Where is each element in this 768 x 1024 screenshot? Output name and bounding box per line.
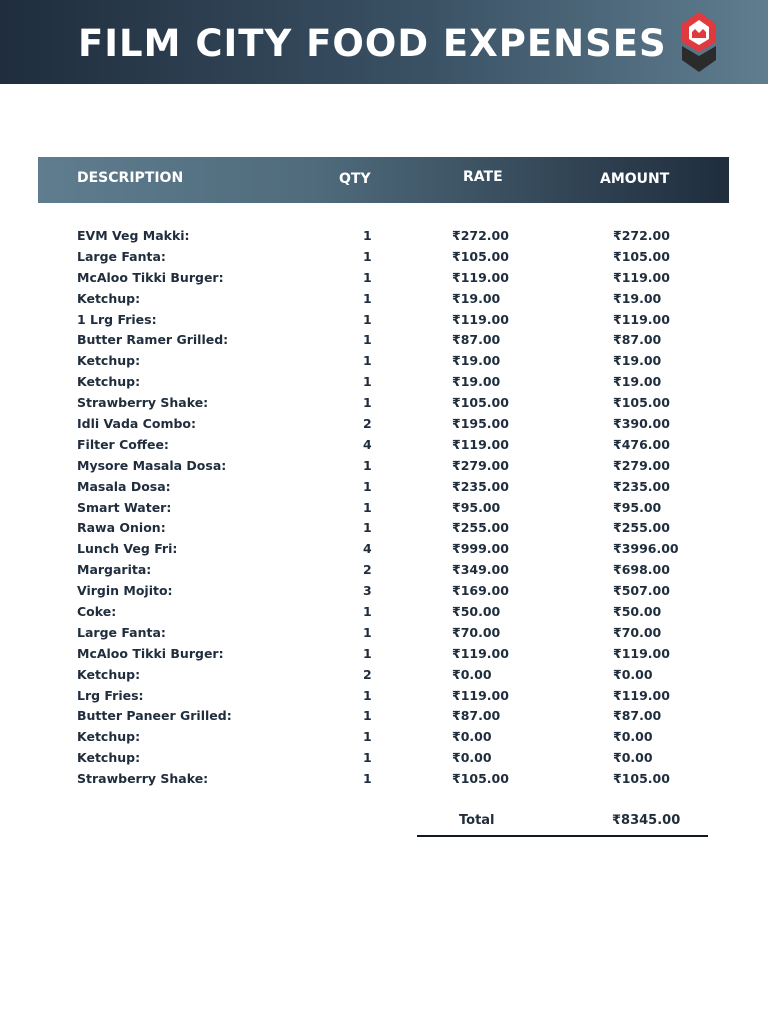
item-description: McAloo Tikki Burger: <box>77 269 224 285</box>
item-rate: ₹279.00 <box>452 457 509 473</box>
item-rate: ₹235.00 <box>452 478 509 494</box>
table-row <box>0 623 768 644</box>
table-row <box>0 477 768 498</box>
item-description: Lunch Veg Fri: <box>77 541 178 557</box>
item-qty: 1 <box>363 750 372 766</box>
item-amount: ₹70.00 <box>613 624 662 640</box>
table-row <box>0 498 768 519</box>
item-amount: ₹119.00 <box>613 311 670 327</box>
item-rate: ₹19.00 <box>452 290 501 306</box>
item-description: Masala Dosa: <box>77 478 171 494</box>
item-rate: ₹119.00 <box>452 687 509 703</box>
table-row <box>0 289 768 310</box>
item-description: Coke: <box>77 604 117 620</box>
item-amount: ₹119.00 <box>613 645 670 661</box>
item-description: Ketchup: <box>77 729 141 745</box>
item-description: Lrg Fries: <box>77 687 144 703</box>
item-description: Mysore Masala Dosa: <box>77 457 227 473</box>
item-rate: ₹19.00 <box>452 374 501 390</box>
item-amount: ₹119.00 <box>613 687 670 703</box>
item-description: Strawberry Shake: <box>77 395 209 411</box>
item-qty: 1 <box>363 228 372 243</box>
item-qty: 2 <box>363 416 372 432</box>
item-qty: 3 <box>363 583 372 599</box>
item-rate: ₹272.00 <box>452 228 509 243</box>
item-amount: ₹507.00 <box>613 583 670 599</box>
table-row <box>0 330 768 351</box>
item-amount: ₹255.00 <box>613 520 670 536</box>
table-row <box>0 560 768 581</box>
item-rate: ₹119.00 <box>452 436 509 452</box>
table-row <box>0 351 768 372</box>
item-description: Rawa Onion: <box>77 520 166 536</box>
item-description: Margarita: <box>77 562 152 578</box>
item-qty: 4 <box>363 541 372 557</box>
item-amount: ₹95.00 <box>613 499 662 515</box>
item-amount: ₹105.00 <box>613 771 670 787</box>
item-qty: 1 <box>363 729 372 745</box>
item-rate: ₹255.00 <box>452 520 509 536</box>
item-amount: ₹476.00 <box>613 436 670 452</box>
item-qty: 4 <box>363 436 372 452</box>
table-row <box>0 414 768 435</box>
item-rate: ₹195.00 <box>452 416 509 432</box>
table-row <box>0 518 768 539</box>
item-amount: ₹19.00 <box>613 353 662 369</box>
table-row <box>0 456 768 477</box>
item-description: Ketchup: <box>77 666 141 682</box>
item-rate: ₹119.00 <box>452 269 509 285</box>
table-row <box>0 727 768 748</box>
item-rate: ₹105.00 <box>452 395 509 411</box>
table-row <box>0 268 768 289</box>
item-rate: ₹105.00 <box>452 771 509 787</box>
item-amount: ₹87.00 <box>613 708 662 724</box>
total-underline <box>417 835 708 837</box>
table-row <box>0 247 768 268</box>
item-rate: ₹87.00 <box>452 332 501 348</box>
item-description: Smart Water: <box>77 499 172 515</box>
item-rate: ₹0.00 <box>452 750 492 766</box>
table-row <box>0 372 768 393</box>
item-qty: 1 <box>363 645 372 661</box>
table-row <box>0 665 768 686</box>
item-amount: ₹0.00 <box>613 729 653 745</box>
item-rate: ₹87.00 <box>452 708 501 724</box>
table-row <box>0 748 768 769</box>
table-row <box>0 435 768 456</box>
item-qty: 1 <box>363 499 372 515</box>
table-row <box>0 226 768 247</box>
item-amount: ₹279.00 <box>613 457 670 473</box>
item-qty: 1 <box>363 624 372 640</box>
item-amount: ₹3996.00 <box>613 541 679 557</box>
item-description: Idli Vada Combo: <box>77 416 197 432</box>
item-description: Strawberry Shake: <box>77 771 209 787</box>
item-rate: ₹105.00 <box>452 248 509 264</box>
item-qty: 1 <box>363 374 372 390</box>
column-header-qty: QTY <box>339 171 371 187</box>
table-header <box>38 157 729 203</box>
item-amount: ₹50.00 <box>613 604 662 620</box>
item-description: Virgin Mojito: <box>77 583 173 599</box>
item-description: EVM Veg Makki: <box>77 228 190 243</box>
item-description: McAloo Tikki Burger: <box>77 645 224 661</box>
item-rate: ₹119.00 <box>452 645 509 661</box>
item-amount: ₹272.00 <box>613 228 670 243</box>
item-rate: ₹0.00 <box>452 729 492 745</box>
item-qty: 1 <box>363 290 372 306</box>
table-row <box>0 581 768 602</box>
item-rate: ₹349.00 <box>452 562 509 578</box>
item-description: Ketchup: <box>77 290 141 306</box>
item-qty: 1 <box>363 332 372 348</box>
item-rate: ₹119.00 <box>452 311 509 327</box>
item-rate: ₹95.00 <box>452 499 501 515</box>
table-row <box>0 644 768 665</box>
item-qty: 1 <box>363 708 372 724</box>
item-amount: ₹105.00 <box>613 395 670 411</box>
item-qty: 1 <box>363 687 372 703</box>
item-description: Ketchup: <box>77 353 141 369</box>
table-row <box>0 539 768 560</box>
item-description: Ketchup: <box>77 750 141 766</box>
page-title: FILM CITY FOOD EXPENSES <box>78 22 667 65</box>
item-rate: ₹0.00 <box>452 666 492 682</box>
column-header-description: DESCRIPTION <box>77 170 184 186</box>
item-qty: 1 <box>363 248 372 264</box>
item-rate: ₹70.00 <box>452 624 501 640</box>
item-description: Filter Coffee: <box>77 436 169 452</box>
item-amount: ₹390.00 <box>613 416 670 432</box>
item-qty: 1 <box>363 478 372 494</box>
column-header-rate: RATE <box>463 169 503 185</box>
table-row <box>0 769 768 790</box>
item-qty: 2 <box>363 666 372 682</box>
item-amount: ₹0.00 <box>613 666 653 682</box>
item-rate: ₹169.00 <box>452 583 509 599</box>
item-rate: ₹50.00 <box>452 604 501 620</box>
item-amount: ₹698.00 <box>613 562 670 578</box>
item-description: Ketchup: <box>77 374 141 390</box>
item-amount: ₹87.00 <box>613 332 662 348</box>
total-value: ₹8345.00 <box>612 813 681 828</box>
item-rate: ₹999.00 <box>452 541 509 557</box>
item-amount: ₹105.00 <box>613 248 670 264</box>
item-description: Butter Ramer Grilled: <box>77 332 229 348</box>
expense-table-body <box>0 226 768 790</box>
item-description: Butter Paneer Grilled: <box>77 708 232 724</box>
item-qty: 1 <box>363 353 372 369</box>
item-description: 1 Lrg Fries: <box>77 311 157 327</box>
item-qty: 1 <box>363 771 372 787</box>
table-row <box>0 310 768 331</box>
item-amount: ₹19.00 <box>613 290 662 306</box>
item-qty: 2 <box>363 562 372 578</box>
item-qty: 1 <box>363 457 372 473</box>
item-qty: 1 <box>363 311 372 327</box>
shield-logo-icon <box>678 12 720 72</box>
item-qty: 1 <box>363 269 372 285</box>
item-amount: ₹19.00 <box>613 374 662 390</box>
table-row <box>0 706 768 727</box>
header-banner <box>0 0 768 84</box>
table-row <box>0 602 768 623</box>
item-description: Large Fanta: <box>77 248 166 264</box>
table-row <box>0 393 768 414</box>
item-qty: 1 <box>363 520 372 536</box>
item-description: Large Fanta: <box>77 624 166 640</box>
item-qty: 1 <box>363 395 372 411</box>
item-amount: ₹119.00 <box>613 269 670 285</box>
column-header-amount: AMOUNT <box>600 171 670 187</box>
item-rate: ₹19.00 <box>452 353 501 369</box>
table-row <box>0 686 768 707</box>
item-qty: 1 <box>363 604 372 620</box>
item-amount: ₹235.00 <box>613 478 670 494</box>
item-amount: ₹0.00 <box>613 750 653 766</box>
total-label: Total <box>459 813 495 828</box>
